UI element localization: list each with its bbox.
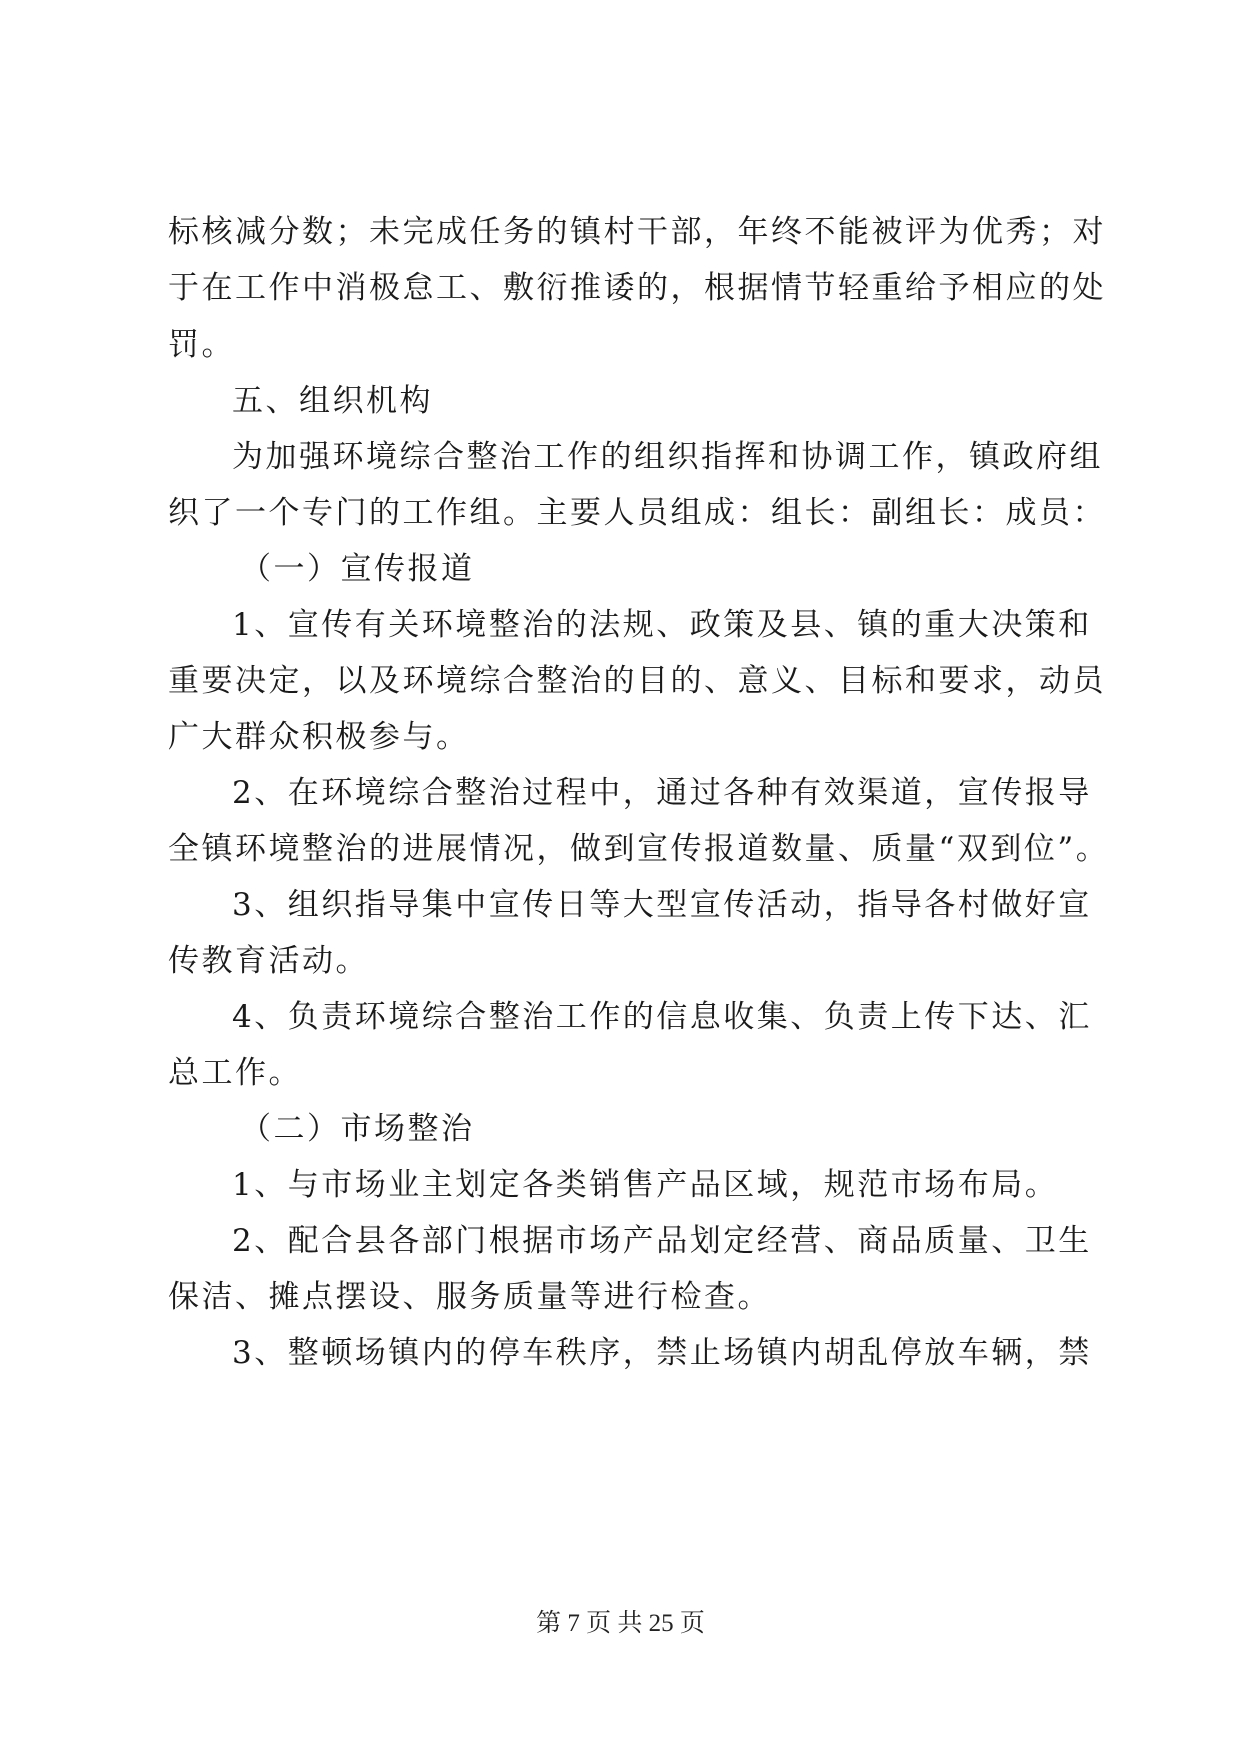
subsection-heading: （一）宣传报道 [240,551,475,587]
text-line: 2、配合县各部门根据市场产品划定经营、商品质量、卫生 [232,1223,1092,1259]
text-line: 1、宣传有关环境整治的法规、政策及县、镇的重大决策和 [232,607,1092,643]
text-line: 总工作。 [168,1055,302,1091]
subsection-heading: （二）市场整治 [240,1111,475,1147]
text-line: 全镇环境整治的进展情况，做到宣传报道数量、质量“双到位”。 [168,831,1110,867]
text-line: 传教育活动。 [168,943,369,979]
text-line: 于在工作中消极怠工、敷衍推诿的，根据情节轻重给予相应的处 [168,270,1106,306]
text-line: 广大群众积极参与。 [168,719,470,755]
text-line: 3、组织指导集中宣传日等大型宣传活动，指导各村做好宣 [232,887,1092,923]
text-line: 为加强环境综合整治工作的组织指挥和协调工作，镇政府组 [232,439,1103,475]
text-line: 1、与市场业主划定各类销售产品区域，规范市场布局。 [232,1167,1059,1203]
text-line: 4、负责环境综合整治工作的信息收集、负责上传下达、汇 [232,999,1092,1035]
text-line: 2、在环境综合整治过程中，通过各种有效渠道，宣传报导 [232,775,1092,811]
page-number-footer: 第 7 页 共 25 页 [536,1610,705,1637]
text-line: 罚。 [168,327,235,363]
text-line: 织了一个专门的工作组。主要人员组成：组长：副组长：成员： [168,495,1106,531]
text-line: 保洁、摊点摆设、服务质量等进行检查。 [168,1279,771,1315]
section-heading: 五、组织机构 [232,383,433,419]
text-line: 重要决定，以及环境综合整治的目的、意义、目标和要求，动员 [168,663,1106,699]
text-line: 3、整顿场镇内的停车秩序，禁止场镇内胡乱停放车辆，禁 [232,1335,1092,1371]
text-line: 标核减分数；未完成任务的镇村干部，年终不能被评为优秀；对 [168,214,1106,250]
